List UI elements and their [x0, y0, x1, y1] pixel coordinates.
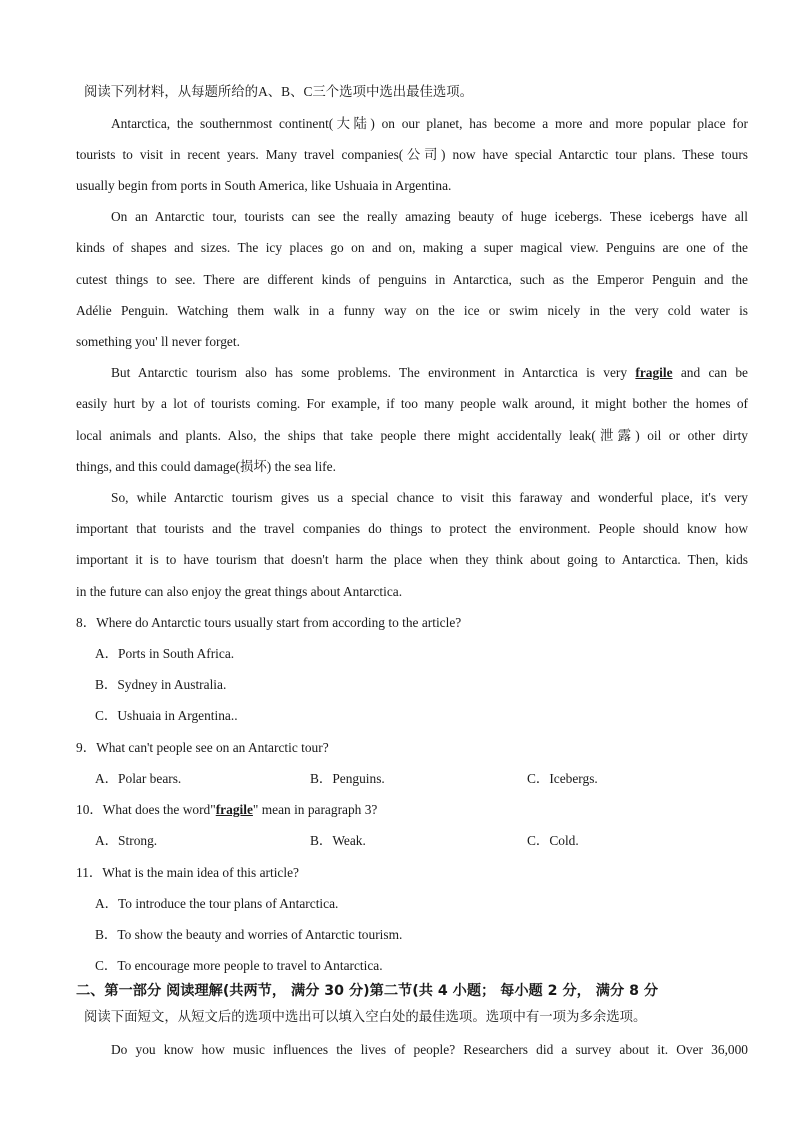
question-10-option-c: C．Cold.	[527, 833, 579, 848]
passage-line: important that tourists and the travel companies do things to protect the environment. People should know how	[76, 521, 748, 536]
question-9-stem: 9．What can't people see on an Antarctic tour?	[76, 740, 329, 755]
passage-line: something you' ll never forget.	[76, 334, 240, 349]
question-10-option-a: A．Strong.	[95, 833, 158, 848]
question-8-option-c: C．Ushuaia in Argentina..	[95, 708, 238, 723]
passage-line: important it is to have tourism that doesn't harm the place when they think about going to Antarctica. Then, kids	[76, 552, 748, 567]
passage-line: Antarctica, the southernmost continent(大陆) on our planet, has become a more and more popular place for	[111, 116, 748, 131]
question-8-option-b: B．Sydney in Australia.	[95, 677, 227, 692]
question-11-option-b: B．To show the beauty and worries of Antarctic tourism.	[95, 927, 403, 942]
question-11-stem: 11．What is the main idea of this article?	[76, 865, 299, 880]
question-9-option-b: B．Penguins.	[310, 771, 385, 786]
question-11-option-a: A．To introduce the tour plans of Antarctica.	[95, 896, 339, 911]
passage-line: Do you know how music influences the lives of people? Researchers did a survey about it. Over 36,000	[111, 1042, 748, 1057]
part-b-instruction: 阅读下面短文，从短文后的选项中选出可以填入空白处的最佳选项。选项中有一项为多余选项。	[84, 1009, 647, 1024]
passage-line: cutest things to see. There are different kinds of penguins in Antarctica, such as the Emperor Penguin and the	[76, 272, 748, 287]
question-10-stem	[76, 801, 748, 819]
passage-line: in the future can also enjoy the great things about Antarctica.	[76, 584, 403, 599]
key-word-fragile: fragile	[635, 365, 673, 380]
question-9-option-a: A．Polar bears.	[95, 771, 182, 786]
passage-line: kinds of shapes and sizes. The icy places go on and on, making a super magical view. Penguins are one of the	[76, 240, 748, 255]
passage-line: usually begin from ports in South America, like Ushuaia in Argentina.	[76, 178, 452, 193]
question-text: 10．What does the word"	[76, 802, 216, 817]
question-8-option-a: A．Ports in South Africa.	[95, 646, 235, 661]
key-word-fragile: fragile	[215, 802, 253, 817]
passage-text: But Antarctic tourism also has some problems. The environment in Antarctica is very	[111, 365, 636, 380]
question-10-option-b: B．Weak.	[310, 833, 366, 848]
passage-line: Adélie Penguin. Watching them walk in a funny way on the ice or swim nicely in the very cold water is	[76, 303, 748, 318]
passage-line: On an Antarctic tour, tourists can see the really amazing beauty of huge icebergs. These icebergs have all	[111, 209, 748, 224]
passage-line: easily hurt by a lot of tourists coming. For example, if too many people walk around, it might bother the homes of	[76, 396, 748, 411]
passage-line: tourists to visit in recent years. Many travel companies(公司) now have special Antarctic tour plans. These tours	[76, 147, 748, 162]
passage-line: local animals and plants. Also, the ships that take people there might accidentally leak(泄露) oil or other dirty	[76, 428, 748, 443]
question-9-option-c: C．Icebergs.	[527, 771, 598, 786]
passage-line: So, while Antarctic tourism gives us a special chance to visit this faraway and wonderful place, it's very	[111, 490, 748, 505]
question-8-stem: 8．Where do Antarctic tours usually start from according to the article?	[76, 615, 462, 630]
part-a-instruction: 阅读下列材料，从每题所给的A、B、C三个选项中选出最佳选项。	[84, 84, 474, 99]
section-heading: 二、第一部分 阅读理解(共两节， 满分 30 分)第二节(共 4 小题； 每小题 2 分， 满分 8 分	[76, 983, 659, 999]
passage-line	[111, 364, 748, 382]
question-11-option-c: C．To encourage more people to travel to Antarctica.	[95, 958, 383, 973]
question-text: " mean in paragraph 3?	[252, 802, 378, 817]
passage-line: things, and this could damage(损坏) the sea life.	[76, 459, 336, 474]
passage-text: and can be	[672, 365, 748, 380]
